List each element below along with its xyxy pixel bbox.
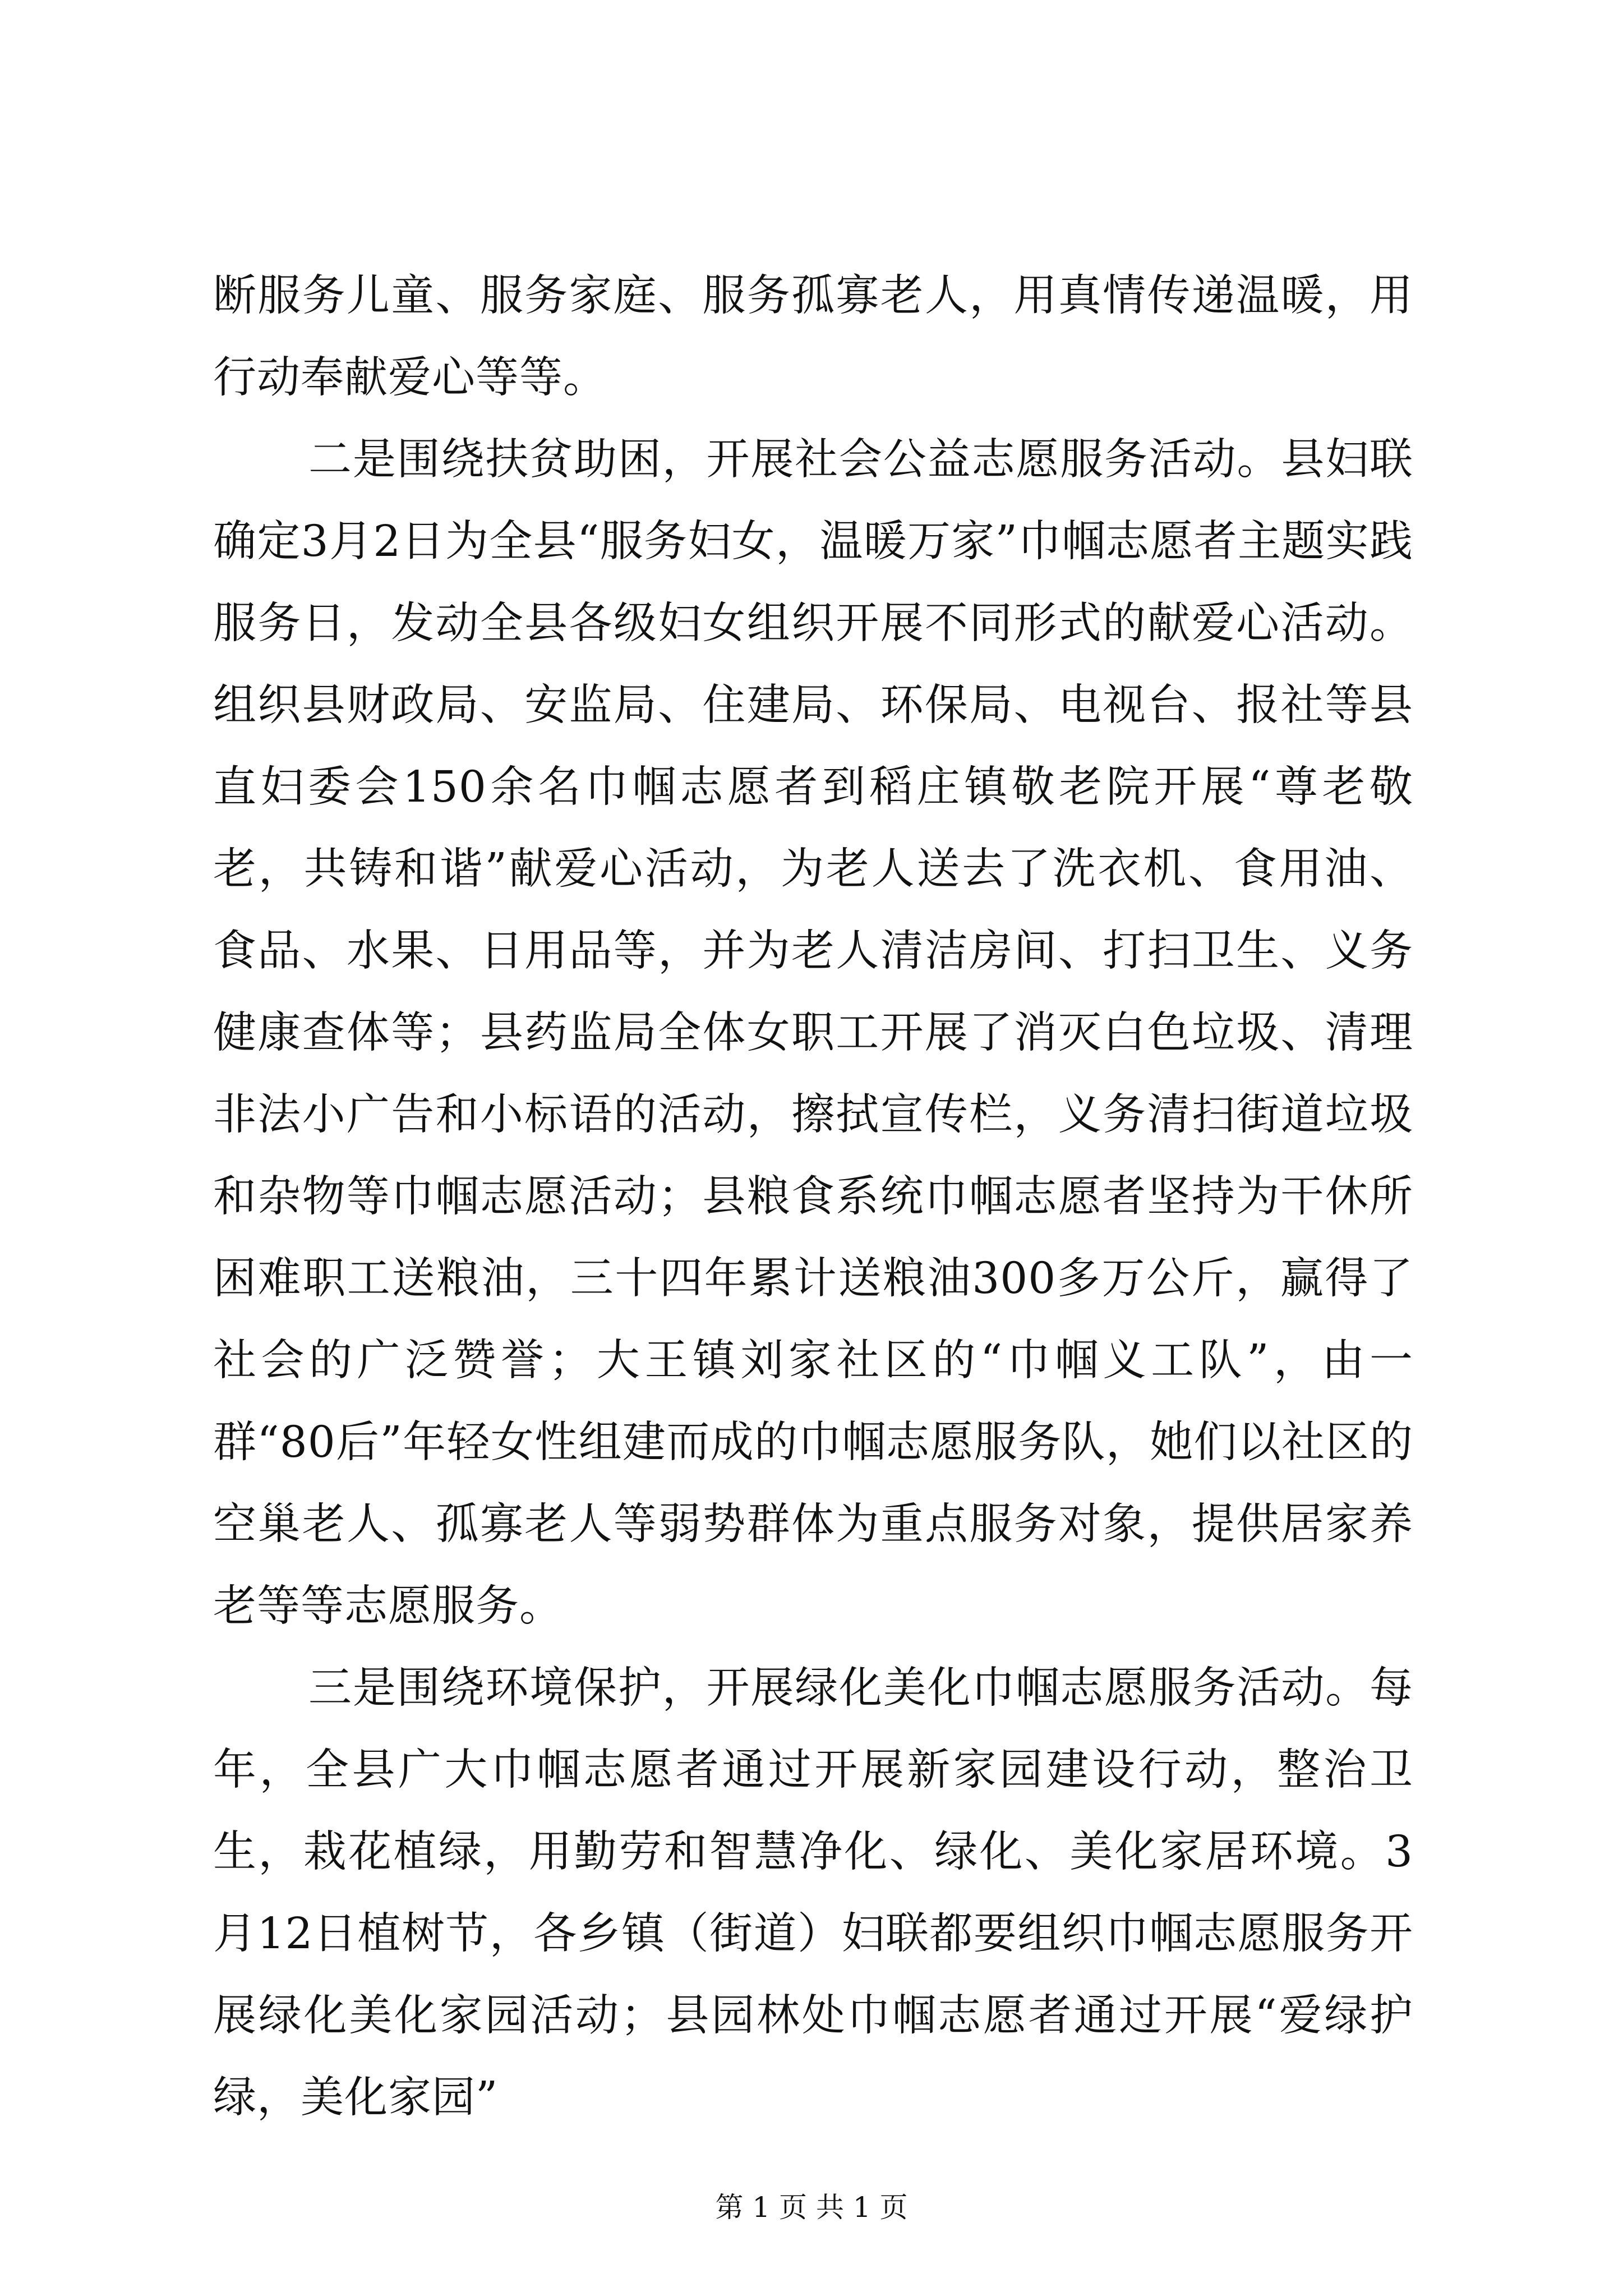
paragraph-3: 三是围绕环境保护，开展绿化美化巾帼志愿服务活动。每年，全县广大巾帼志愿者通过开展新家园建设行动，整治卫生，栽花植绿，用勤劳和智慧净化、绿化、美化家居环境。3月12日植树节，各乡镇（街道）妇联都要组织巾帼志愿服务开展绿化美化家园活动；县园林处巾帼志愿者通过开展“爱绿护绿，美化家园” [213, 1663, 1413, 2123]
paragraph-2: 二是围绕扶贫助困，开展社会公益志愿服务活动。县妇联确定3月2日为全县“服务妇女，温暖万家”巾帼志愿者主题实践服务日，发动全县各级妇女组织开展不同形式的献爱心活动。组织县财政局、安监局、住建局、环保局、电视台、报社等县直妇委会150余名巾帼志愿者到稻庄镇敬老院开展“尊老敬老，共铸和谐”献爱心活动，为老人送去了洗衣机、食用油、食品、水果、日用品等，并为老人清洁房间、打扫卫生、义务健康查体等；县药监局全体女职工开展了消灭白色垃圾、清理非法小广告和小标语的活动，擦拭宣传栏，义务清扫街道垃圾和杂物等巾帼志愿活动；县粮食系统巾帼志愿者坚持为干休所困难职工送粮油，三十四年累计送粮油300多万公斤，赢得了社会的广泛赞誉；大王镇刘家社区的“巾帼义工队”，由一群“80后”年轻女性组建而成的巾帼志愿服务队，她们以社区的空巢老人、孤寡老人等弱势群体为重点服务对象，提供居家养老等等志愿服务。 [213, 435, 1413, 1631]
document-body [213, 255, 1413, 2139]
paragraph-1: 断服务儿童、服务家庭、服务孤寡老人，用真情传递温暖，用行动奉献爱心等等。 [213, 271, 1413, 403]
page-footer: 第 1 页 共 1 页 [715, 2191, 908, 2224]
